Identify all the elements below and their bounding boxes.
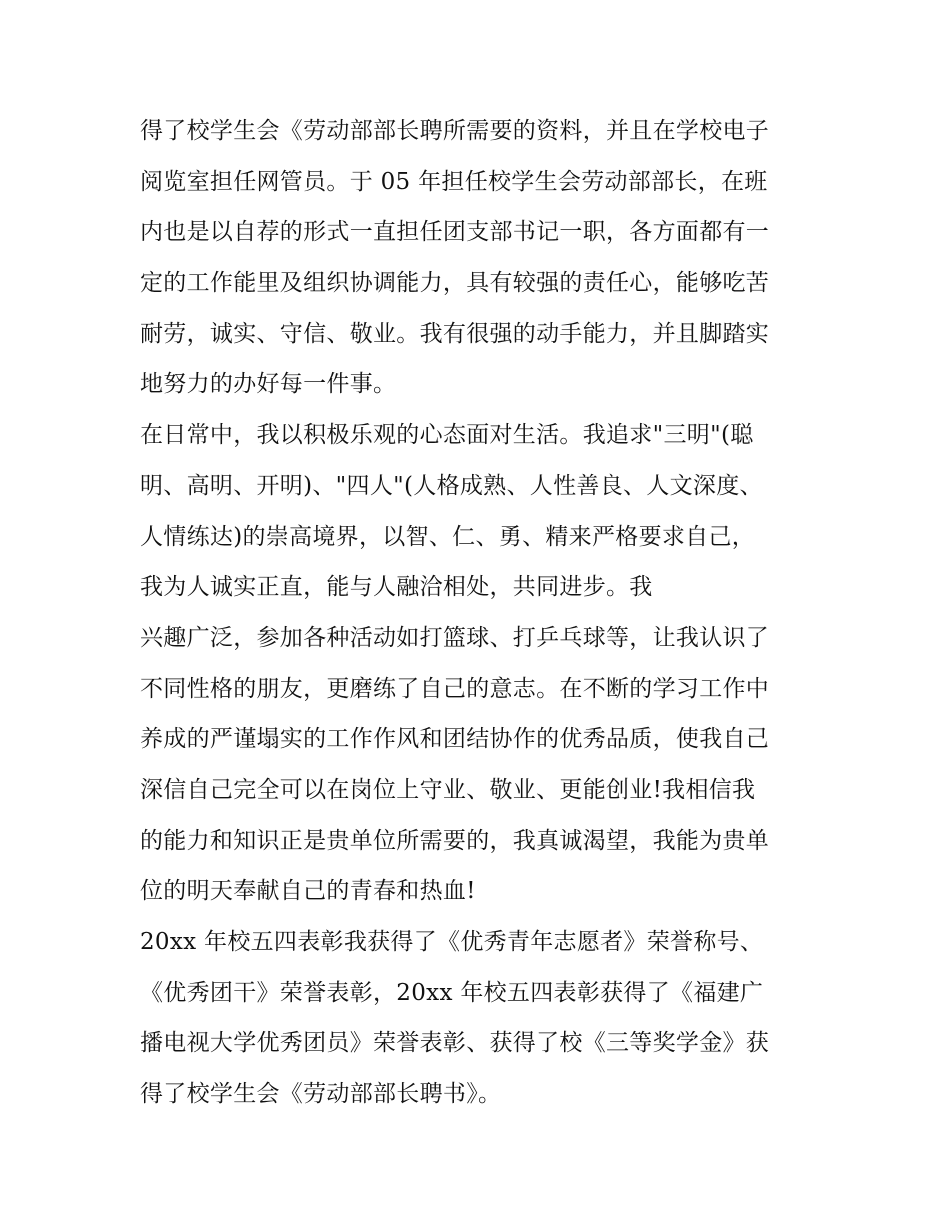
text-line: 地努力的办好每一件事。 xyxy=(140,371,397,398)
text-line: 在日常中，我以积极乐观的心态面对生活。我追求"三明"(聪 xyxy=(140,422,754,449)
text-line: 阅览室担任网管员。于 05 年担任校学生会劳动部部长，在班 xyxy=(140,168,768,195)
text-line: 养成的严谨塌实的工作作风和团结协作的优秀品质，使我自己 xyxy=(140,726,770,753)
text-line: 明、高明、开明)、"四人"(人格成熟、人性善良、人文深度、 xyxy=(140,472,763,499)
text-line: 《优秀团干》荣誉表彰，20xx 年校五四表彰获得了《福建广 xyxy=(140,979,764,1006)
text-line: 内也是以自荐的形式一直担任团支部书记一职，各方面都有一 xyxy=(140,219,770,246)
text-line: 位的明天奉献自己的青春和热血! xyxy=(140,878,476,905)
text-line: 的能力和知识正是贵单位所需要的，我真诚渴望，我能为贵单 xyxy=(140,827,770,854)
text-line: 不同性格的朋友，更磨练了自己的意志。在不断的学习工作中 xyxy=(140,675,770,702)
text-line: 播电视大学优秀团员》荣誉表彰、获得了校《三等奖学金》获 xyxy=(140,1030,770,1057)
text-line: 得了校学生会《劳动部部长聘所需要的资料，并且在学校电子 xyxy=(140,118,770,144)
text-line: 深信自己完全可以在岗位上守业、敬业、更能创业!我相信我 xyxy=(140,776,756,803)
text-line: 人情练达)的崇高境界，以智、仁、勇、精来严格要求自己， xyxy=(140,523,756,550)
text-line: 定的工作能里及组织协调能力，具有较强的责任心，能够吃苦 xyxy=(140,270,770,297)
text-line: 20xx 年校五四表彰我获得了《优秀青年志愿者》荣誉称号、 xyxy=(140,929,764,955)
text-line: 兴趣广泛，参加各种活动如打篮球、打乒乓球等，让我认识了 xyxy=(140,624,770,651)
text-line: 耐劳，诚实、守信、敬业。我有很强的动手能力，并且脚踏实 xyxy=(140,320,770,347)
document-body xyxy=(140,106,830,1120)
text-line: 得了校学生会《劳动部部长聘书》。 xyxy=(140,1081,502,1108)
text-line: 我为人诚实正直，能与人融洽相处，共同进步。我 xyxy=(140,574,653,601)
